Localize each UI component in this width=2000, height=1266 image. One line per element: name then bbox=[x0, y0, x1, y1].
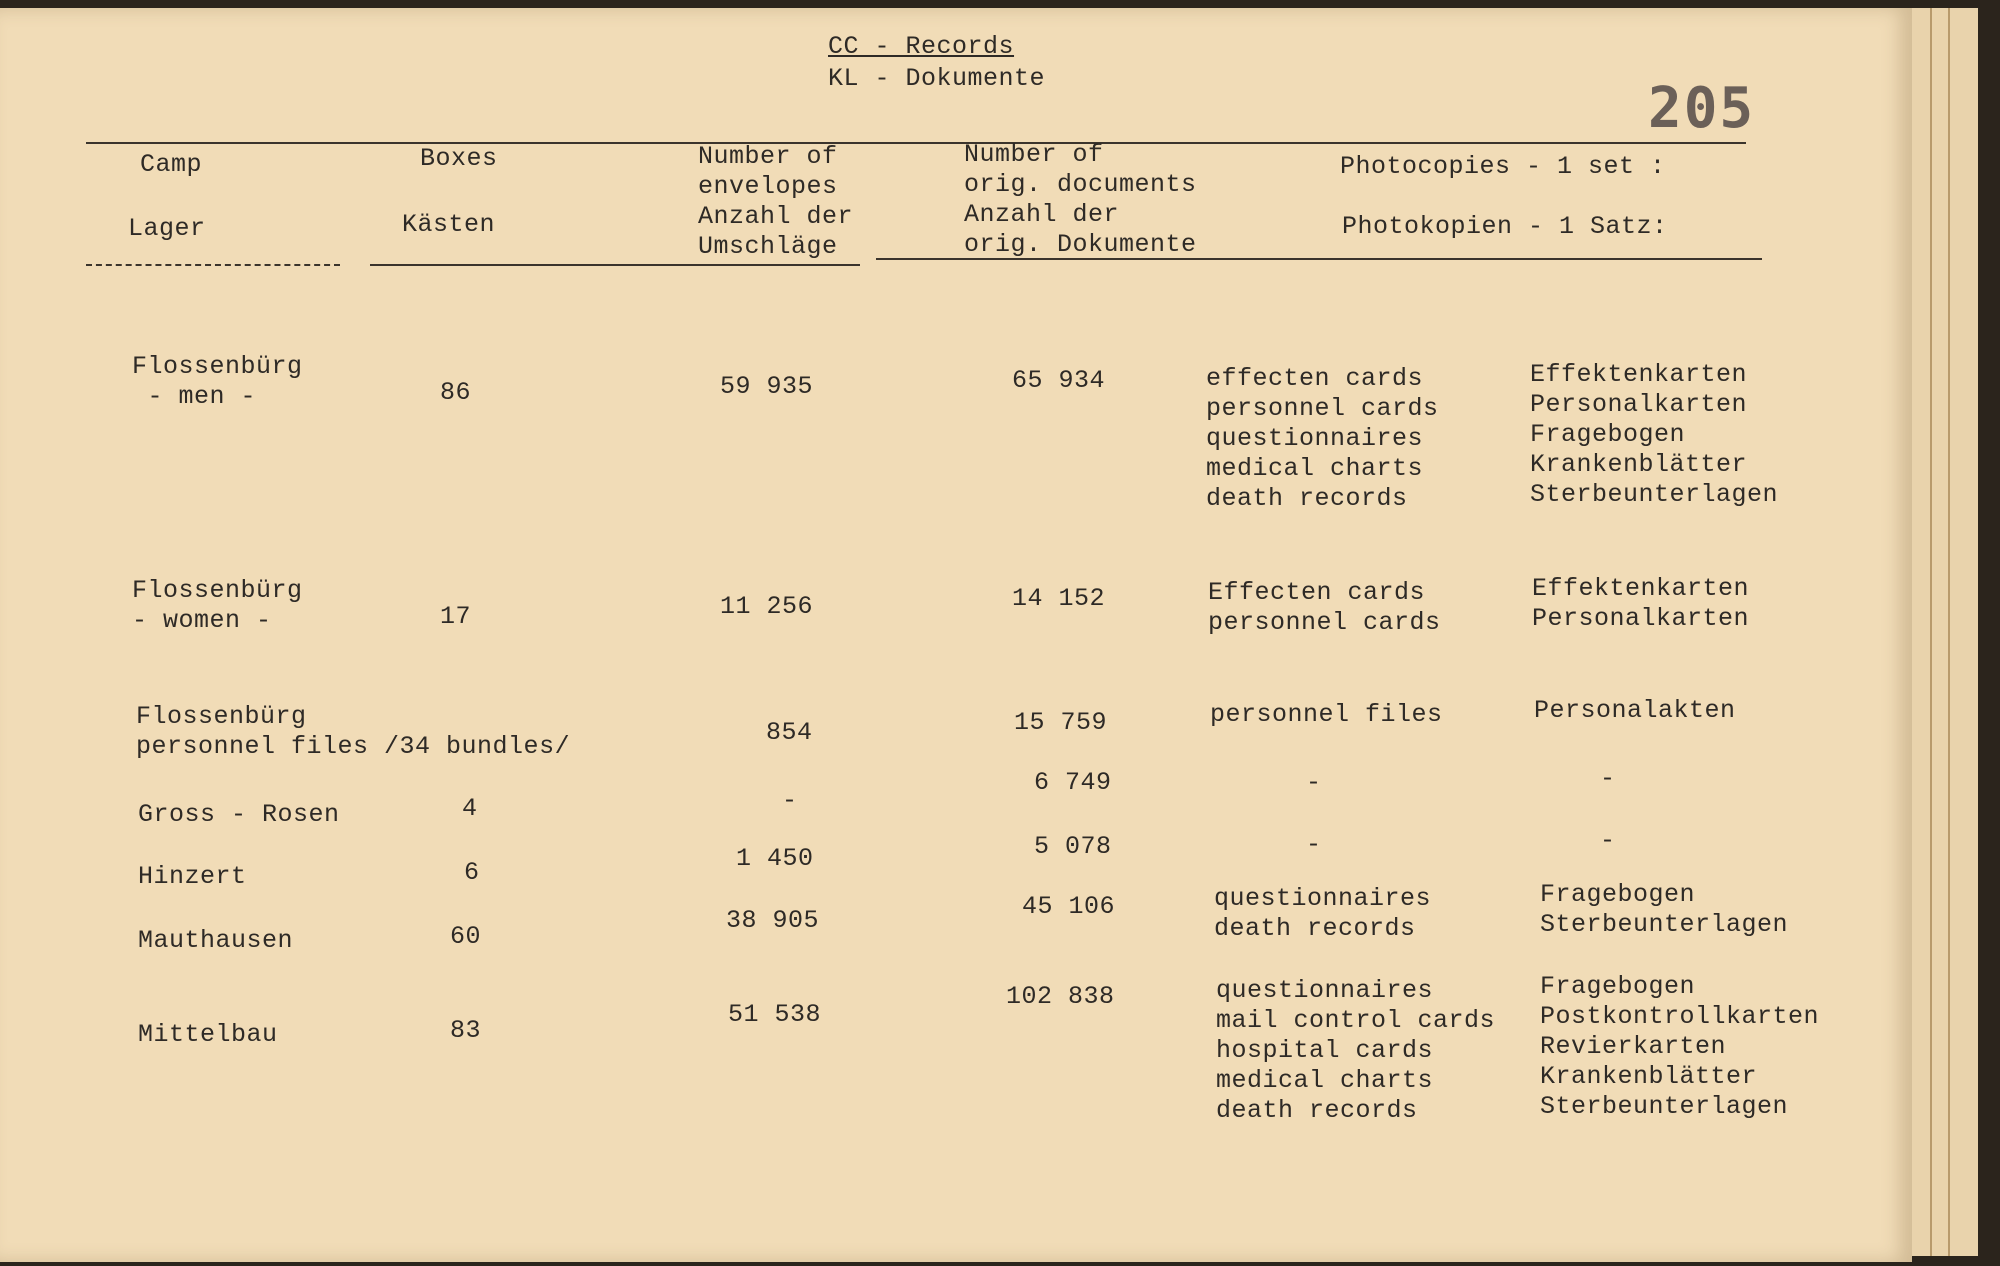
document-page: CC - Records KL - Dokumente 205 Camp Lager Boxes Kästen Number of envelopes Anzahl der Umschläge Number of orig. documents Anzahl der orig. Dokumente Photocopies - 1 set : Photokopien - 1 Satz: Flossenbürg - men - 86 59 935 65 934 effecten cards personnel cards questionnaires medical charts death records Effektenkarten Personalkarten Fragebogen Krankenblätter Sterbeunterlagen Flossenbürg - women - 17 11 256 14 152 Effecten cards personnel cards Effektenkarten Personalkarten Flossenbürg personnel files /34 bundles/ 854 15 759 personnel files Personalakten Gross - Rosen 4 - 6 749 - - Hinzert 6 1 450 5 078 - - Mauthausen 60 38 905 45 106 questionnaires death records Fragebogen Sterbeunterlagen Mittelbau 83 51 538 102 838 questionnaires mail control cards hospital cards medical charts death records Fragebogen Postkontrollkarten Revierkarten Krankenblätter Sterbeunterlagen bbox=[0, 8, 1912, 1262]
header-boxes-en: Boxes bbox=[420, 144, 498, 173]
header-camp-en: Camp bbox=[140, 150, 203, 179]
header-camp-de: Lager bbox=[128, 214, 206, 243]
title-english: CC - Records bbox=[828, 32, 1015, 61]
header-photocopies-en: Photocopies - 1 set : bbox=[1340, 152, 1666, 181]
page-number: 205 bbox=[1648, 76, 1756, 141]
header-top-rule bbox=[86, 142, 1746, 144]
title-german: KL - Dokumente bbox=[828, 64, 1046, 93]
header-bottom-rule bbox=[86, 264, 340, 266]
header-photocopies-de: Photokopien - 1 Satz: bbox=[1342, 212, 1668, 241]
header-boxes-de: Kästen bbox=[402, 210, 496, 239]
